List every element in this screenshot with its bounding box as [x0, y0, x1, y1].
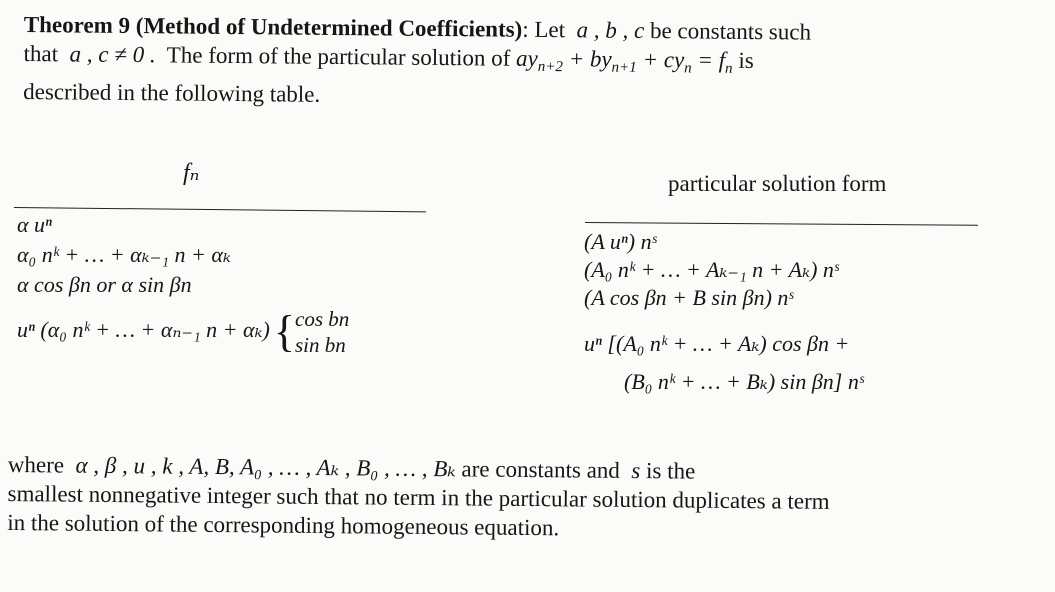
fn-row-4 — [17, 306, 487, 358]
particular-column — [584, 228, 1034, 396]
left-brace-icon: { — [273, 307, 295, 356]
fn-row-3: α cos βn or α sin βn — [17, 272, 192, 297]
eq-term-b: + by — [562, 46, 612, 72]
conclusion-s: s — [631, 457, 641, 484]
conclusion-paragraph — [7, 450, 998, 546]
theorem-line2-start: that — [23, 40, 64, 67]
conclusion-mid: are constants and — [455, 456, 626, 483]
fn-row-2: α₀ nᵏ + … + αₖ₋₁ n + αₖ — [17, 242, 231, 267]
ps-row-3: (A cos βn + B sin βn) nˢ — [584, 285, 794, 310]
conclusion-where: where — [7, 451, 70, 478]
conclusion-line-3: in the solution of the corresponding homogeneous equation. — [7, 509, 560, 541]
trig-cos: cos bn — [295, 307, 350, 331]
eq-term-f: = f — [691, 47, 726, 73]
theorem-title: Theorem 9 (Method of Undetermined Coefficients) — [23, 11, 523, 42]
theorem-line-3: described in the following table. — [23, 78, 321, 107]
right-header-rule — [585, 222, 978, 226]
ps-row-4: uⁿ [(A₀ nᵏ + … + Aₖ) cos βn + — [584, 331, 850, 356]
eq-sub-4: n — [725, 60, 733, 77]
theorem-line2-text: The form of the particular solution of — [161, 42, 517, 71]
column-header-fn: fₙ — [183, 160, 200, 186]
eq-term-c: + cy — [636, 46, 685, 73]
conclusion-constants: α , β , u , k , A, B, A₀ , … , Aₖ , B₀ , … , Bₖ — [75, 452, 456, 482]
trig-stack — [295, 306, 349, 358]
conclusion-line-2: smallest nonnegative integer such that no term in the particular solution duplicates a term — [7, 480, 830, 514]
theorem-condition: a , c ≠ 0 . — [69, 41, 156, 68]
theorem-line2-end: is — [732, 47, 754, 74]
ps-row-5: (B₀ nᵏ + … + Bₖ) sin βn] nˢ — [624, 369, 864, 394]
fn-column — [17, 210, 487, 358]
fn-row-1: α uⁿ — [17, 212, 52, 237]
ps-row-1: (A uⁿ) nˢ — [584, 229, 657, 254]
theorem-statement — [23, 10, 1009, 115]
conclusion-end: is the — [640, 458, 696, 484]
recurrence-equation — [515, 45, 733, 77]
eq-term-a: ay — [515, 45, 538, 71]
ps-row-2: (A₀ nᵏ + … + Aₖ₋₁ n + Aₖ) nˢ — [584, 257, 839, 282]
theorem-intro-text: : Let — [522, 16, 571, 43]
column-header-particular: particular solution form — [668, 171, 887, 196]
eq-sub-2: n+1 — [611, 59, 637, 76]
fn-row-4-brace-group — [274, 306, 349, 358]
fn-row-4-expr: uⁿ (α₀ nᵏ + … + αₙ₋₁ n + αₖ) — [17, 317, 270, 343]
trig-sin: sin bn — [295, 333, 346, 357]
theorem-intro-end: be constants such — [644, 17, 812, 45]
eq-sub-1: n+2 — [537, 58, 563, 76]
eq-sub-3: n — [684, 60, 692, 77]
theorem-constants: a , b , c — [576, 17, 645, 43]
